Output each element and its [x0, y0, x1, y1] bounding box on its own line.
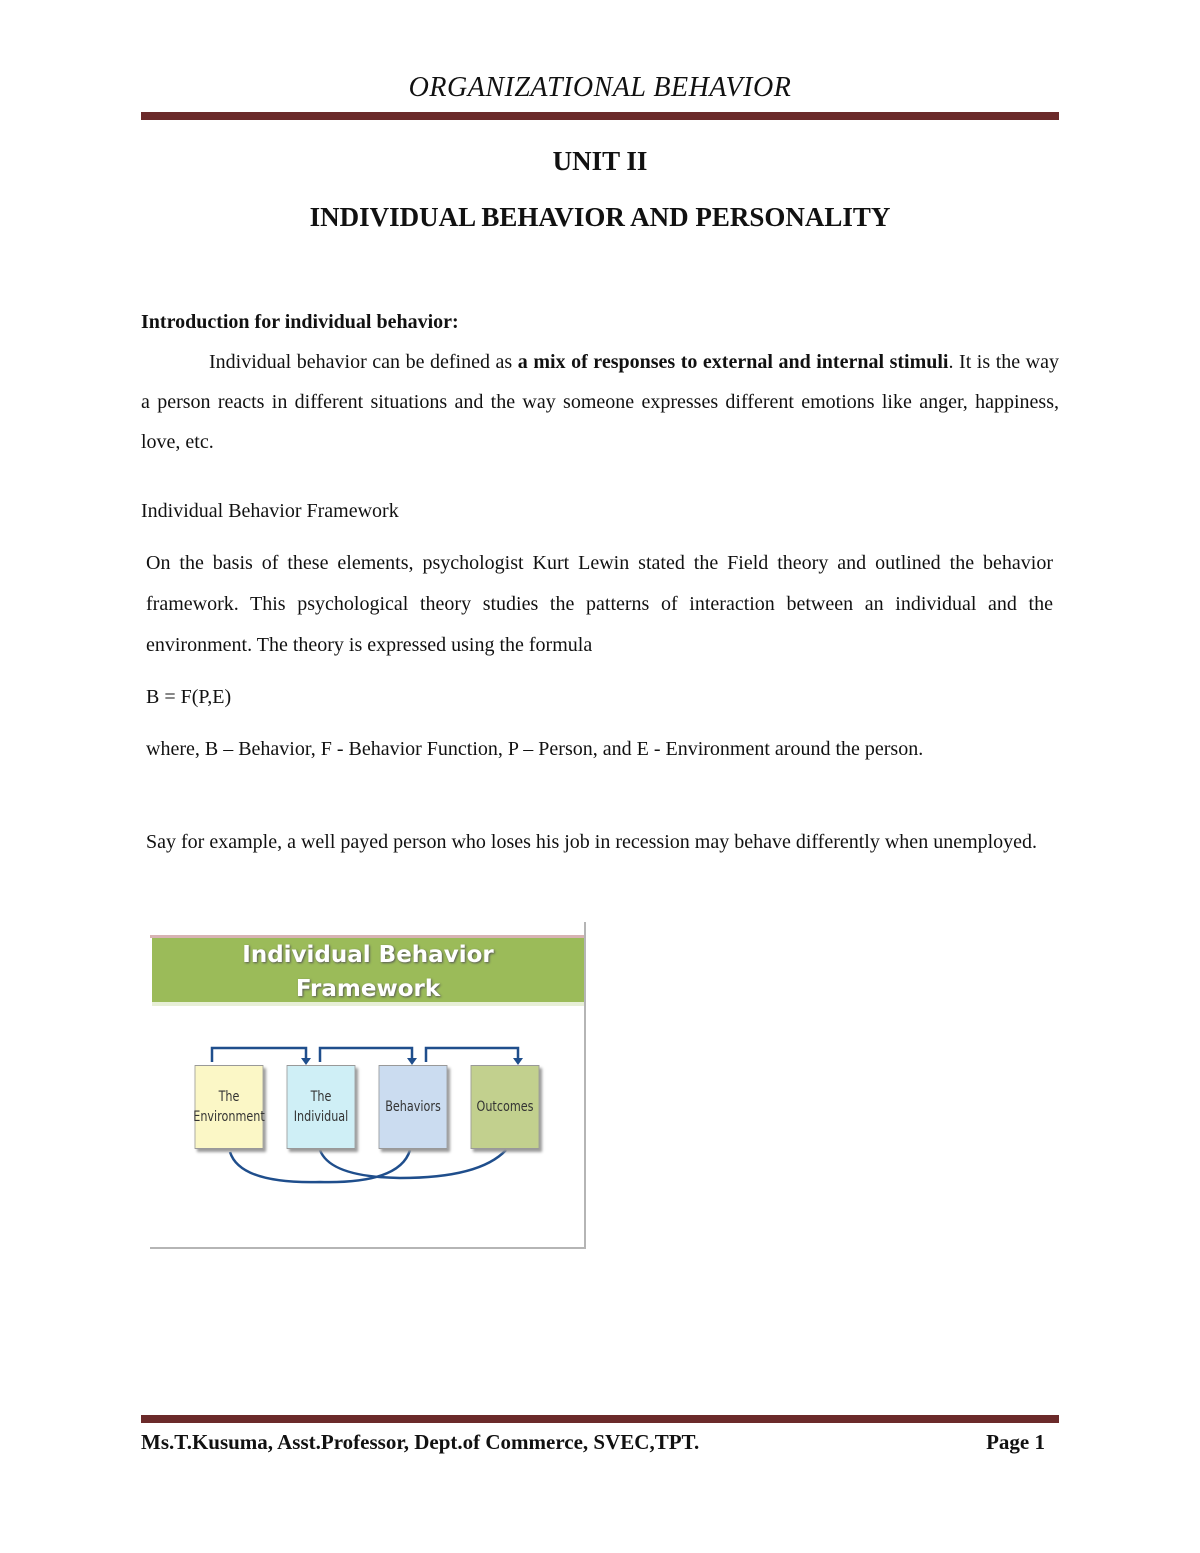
box-outcomes-label: Outcomes — [476, 1099, 534, 1115]
arrowhead-ind — [301, 1058, 311, 1065]
formula-legend: where, B – Behavior, F - Behavior Function, P – Person, and E - Environment around the person. — [146, 738, 924, 760]
box-behaviors — [379, 1065, 448, 1149]
header-rule — [141, 112, 1059, 120]
figure-title-line1: Individual Behavior — [242, 942, 494, 968]
example-paragraph: Say for example, a well payed person who loses his job in recession may behave differently when unemployed. — [146, 831, 1038, 853]
box-individual — [287, 1065, 356, 1149]
running-header: ORGANIZATIONAL BEHAVIOR — [408, 72, 792, 103]
footer-rule — [141, 1415, 1059, 1423]
box-environment — [195, 1065, 264, 1149]
framework-heading: Individual Behavior Framework — [141, 500, 399, 522]
intro-lead: Individual behavior can be defined as — [209, 351, 518, 373]
footer-page-number: Page 1 — [986, 1430, 1045, 1454]
framework-figure — [150, 922, 586, 1249]
arrow-env-to-ind — [212, 1048, 306, 1062]
framework-paragraph: On the basis of these elements, psychologist Kurt Lewin stated the Field theory and outlined the behavior framework. This psychological theory studies the patterns of interaction between an individual and the environment. The theory is expressed using the formula — [146, 552, 1053, 656]
loop-out-to-ind — [320, 1150, 506, 1178]
box-environment-line1: The — [218, 1089, 240, 1105]
intro-heading — [141, 302, 1059, 342]
arrow-ind-to-beh — [320, 1048, 412, 1062]
unit-title: UNIT II — [552, 146, 648, 176]
box-environment-line2: Environment — [193, 1109, 265, 1125]
box-behaviors-label: Behaviors — [385, 1099, 441, 1115]
arrow-beh-to-out — [426, 1048, 518, 1062]
box-individual-line1: The — [310, 1089, 332, 1105]
box-outcomes — [471, 1065, 540, 1149]
intro-bold: a mix of responses to external and internal stimuli — [517, 351, 949, 373]
footer-author: Ms.T.Kusuma, Asst.Professor, Dept.of Commerce, SVEC,TPT. — [141, 1430, 700, 1454]
intro-rest: . It is the way a person reacts in different situations and the way someone expresses different emotions like anger, happiness, love, etc. — [141, 351, 1060, 453]
intro-heading-text: Introduction for individual behavior: — [141, 311, 459, 333]
figure-title-line2: Framework — [295, 976, 441, 1002]
arrowhead-out — [513, 1058, 523, 1065]
formula: B = F(P,E) — [146, 686, 232, 708]
box-individual-line2: Individual — [293, 1109, 349, 1125]
arrowhead-beh — [407, 1058, 417, 1065]
intro-paragraph — [141, 342, 1059, 462]
chapter-title: INDIVIDUAL BEHAVIOR AND PERSONALITY — [309, 202, 891, 232]
